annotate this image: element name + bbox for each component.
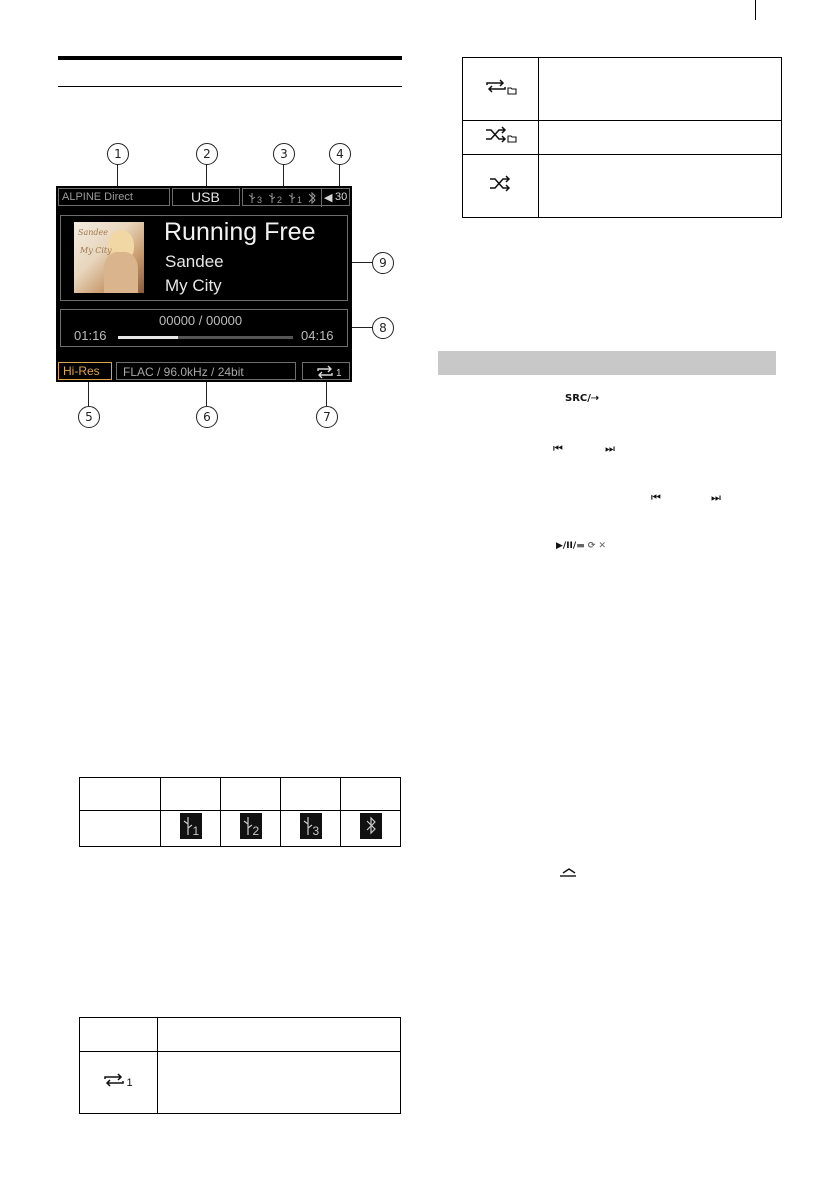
- progress-bar: [118, 336, 293, 339]
- repeat-mode: 1: [336, 368, 342, 379]
- callout-3: 3: [273, 143, 295, 165]
- callout-9-leader: [352, 262, 372, 263]
- hires-label: Hi-Res: [63, 364, 100, 378]
- callout-1: 1: [107, 143, 129, 165]
- usb-1-icon: 1: [180, 813, 202, 839]
- song-title: Running Free: [164, 218, 316, 246]
- album-art-text-1: Sandee: [78, 228, 108, 237]
- callout-6: 6: [196, 406, 218, 428]
- callout-8: 8: [372, 317, 394, 339]
- callout-5-leader: [88, 382, 89, 406]
- elapsed-time: 01:16: [74, 328, 107, 343]
- album-art-text-2: My City: [80, 246, 112, 255]
- callout-4: 4: [329, 143, 351, 165]
- play-pause-label: ▶/II/: [556, 541, 577, 551]
- callout-9: 9: [372, 252, 394, 274]
- shuffle-folder-icon: [484, 125, 518, 145]
- callout-2-leader: [206, 164, 207, 187]
- album-name: My City: [165, 276, 222, 295]
- usb-2-indicator: 2: [277, 195, 283, 205]
- callout-3-leader: [283, 164, 284, 187]
- repeat-box: [302, 362, 350, 380]
- next-track-icon: ⏭: [605, 443, 615, 455]
- previous-track-icon: ⏮: [553, 443, 563, 455]
- volume-icon: ◀: [324, 192, 333, 204]
- callout-7-leader: [326, 382, 327, 406]
- volume-value: 30: [335, 191, 348, 203]
- header-rule-thick: [58, 56, 402, 60]
- usb-1-indicator: 1: [297, 195, 303, 205]
- album-art: [74, 222, 144, 293]
- mode-box: [58, 188, 170, 206]
- callout-6-leader: [206, 382, 207, 406]
- artist-name: Sandee: [165, 252, 224, 271]
- device-screen: [56, 186, 352, 382]
- play-mode-icon-table: [462, 57, 782, 218]
- usb-3-icon: 3: [300, 813, 322, 839]
- header-rule-thin: [58, 86, 402, 87]
- column-edge-line: [755, 0, 756, 20]
- usb-3-indicator: 3: [257, 195, 263, 205]
- source-label: USB: [191, 189, 220, 205]
- previous-track-icon-2: ⏮: [651, 492, 661, 504]
- section-header-bar: [438, 351, 776, 375]
- progress-box: [60, 309, 348, 347]
- next-track-icon-2: ⏭: [711, 492, 721, 504]
- callout-2: 2: [196, 143, 218, 165]
- format-info: FLAC / 96.0kHz / 24bit: [123, 365, 244, 379]
- callout-4-leader: [339, 164, 340, 187]
- track-info-box: [60, 215, 348, 301]
- src-button-glyph: [565, 393, 599, 404]
- mode-label: ALPINE Direct: [62, 191, 133, 203]
- play-pause-button-glyph: [556, 541, 606, 551]
- callout-5: 5: [78, 406, 100, 428]
- track-counter: 00000 / 00000: [159, 313, 243, 328]
- repeat-mode-table: [79, 1017, 401, 1114]
- callout-1-leader: [117, 164, 118, 187]
- hires-badge: [58, 362, 112, 380]
- repeat-icon: [315, 365, 335, 379]
- src-arrow-icon: ⇢: [590, 393, 600, 404]
- progress-fill: [118, 336, 178, 339]
- usb-2-icon: 2: [240, 813, 262, 839]
- status-box: [242, 188, 350, 206]
- repeat-shuffle-mini-icons: ▬ ⟳ ✕: [576, 541, 607, 551]
- source-box: [172, 188, 240, 206]
- callout-7: 7: [316, 406, 338, 428]
- callout-8-leader: [352, 327, 372, 328]
- repeat-folder-icon: [484, 77, 518, 97]
- bluetooth-icon: [360, 813, 382, 839]
- total-time: 04:16: [301, 328, 334, 343]
- format-box: [116, 362, 296, 380]
- repeat-one-icon: 1: [102, 1071, 136, 1089]
- back-icon: [559, 868, 577, 878]
- source-icon-table: [79, 777, 401, 847]
- shuffle-icon: [488, 174, 514, 194]
- src-button-label: SRC/: [565, 393, 591, 404]
